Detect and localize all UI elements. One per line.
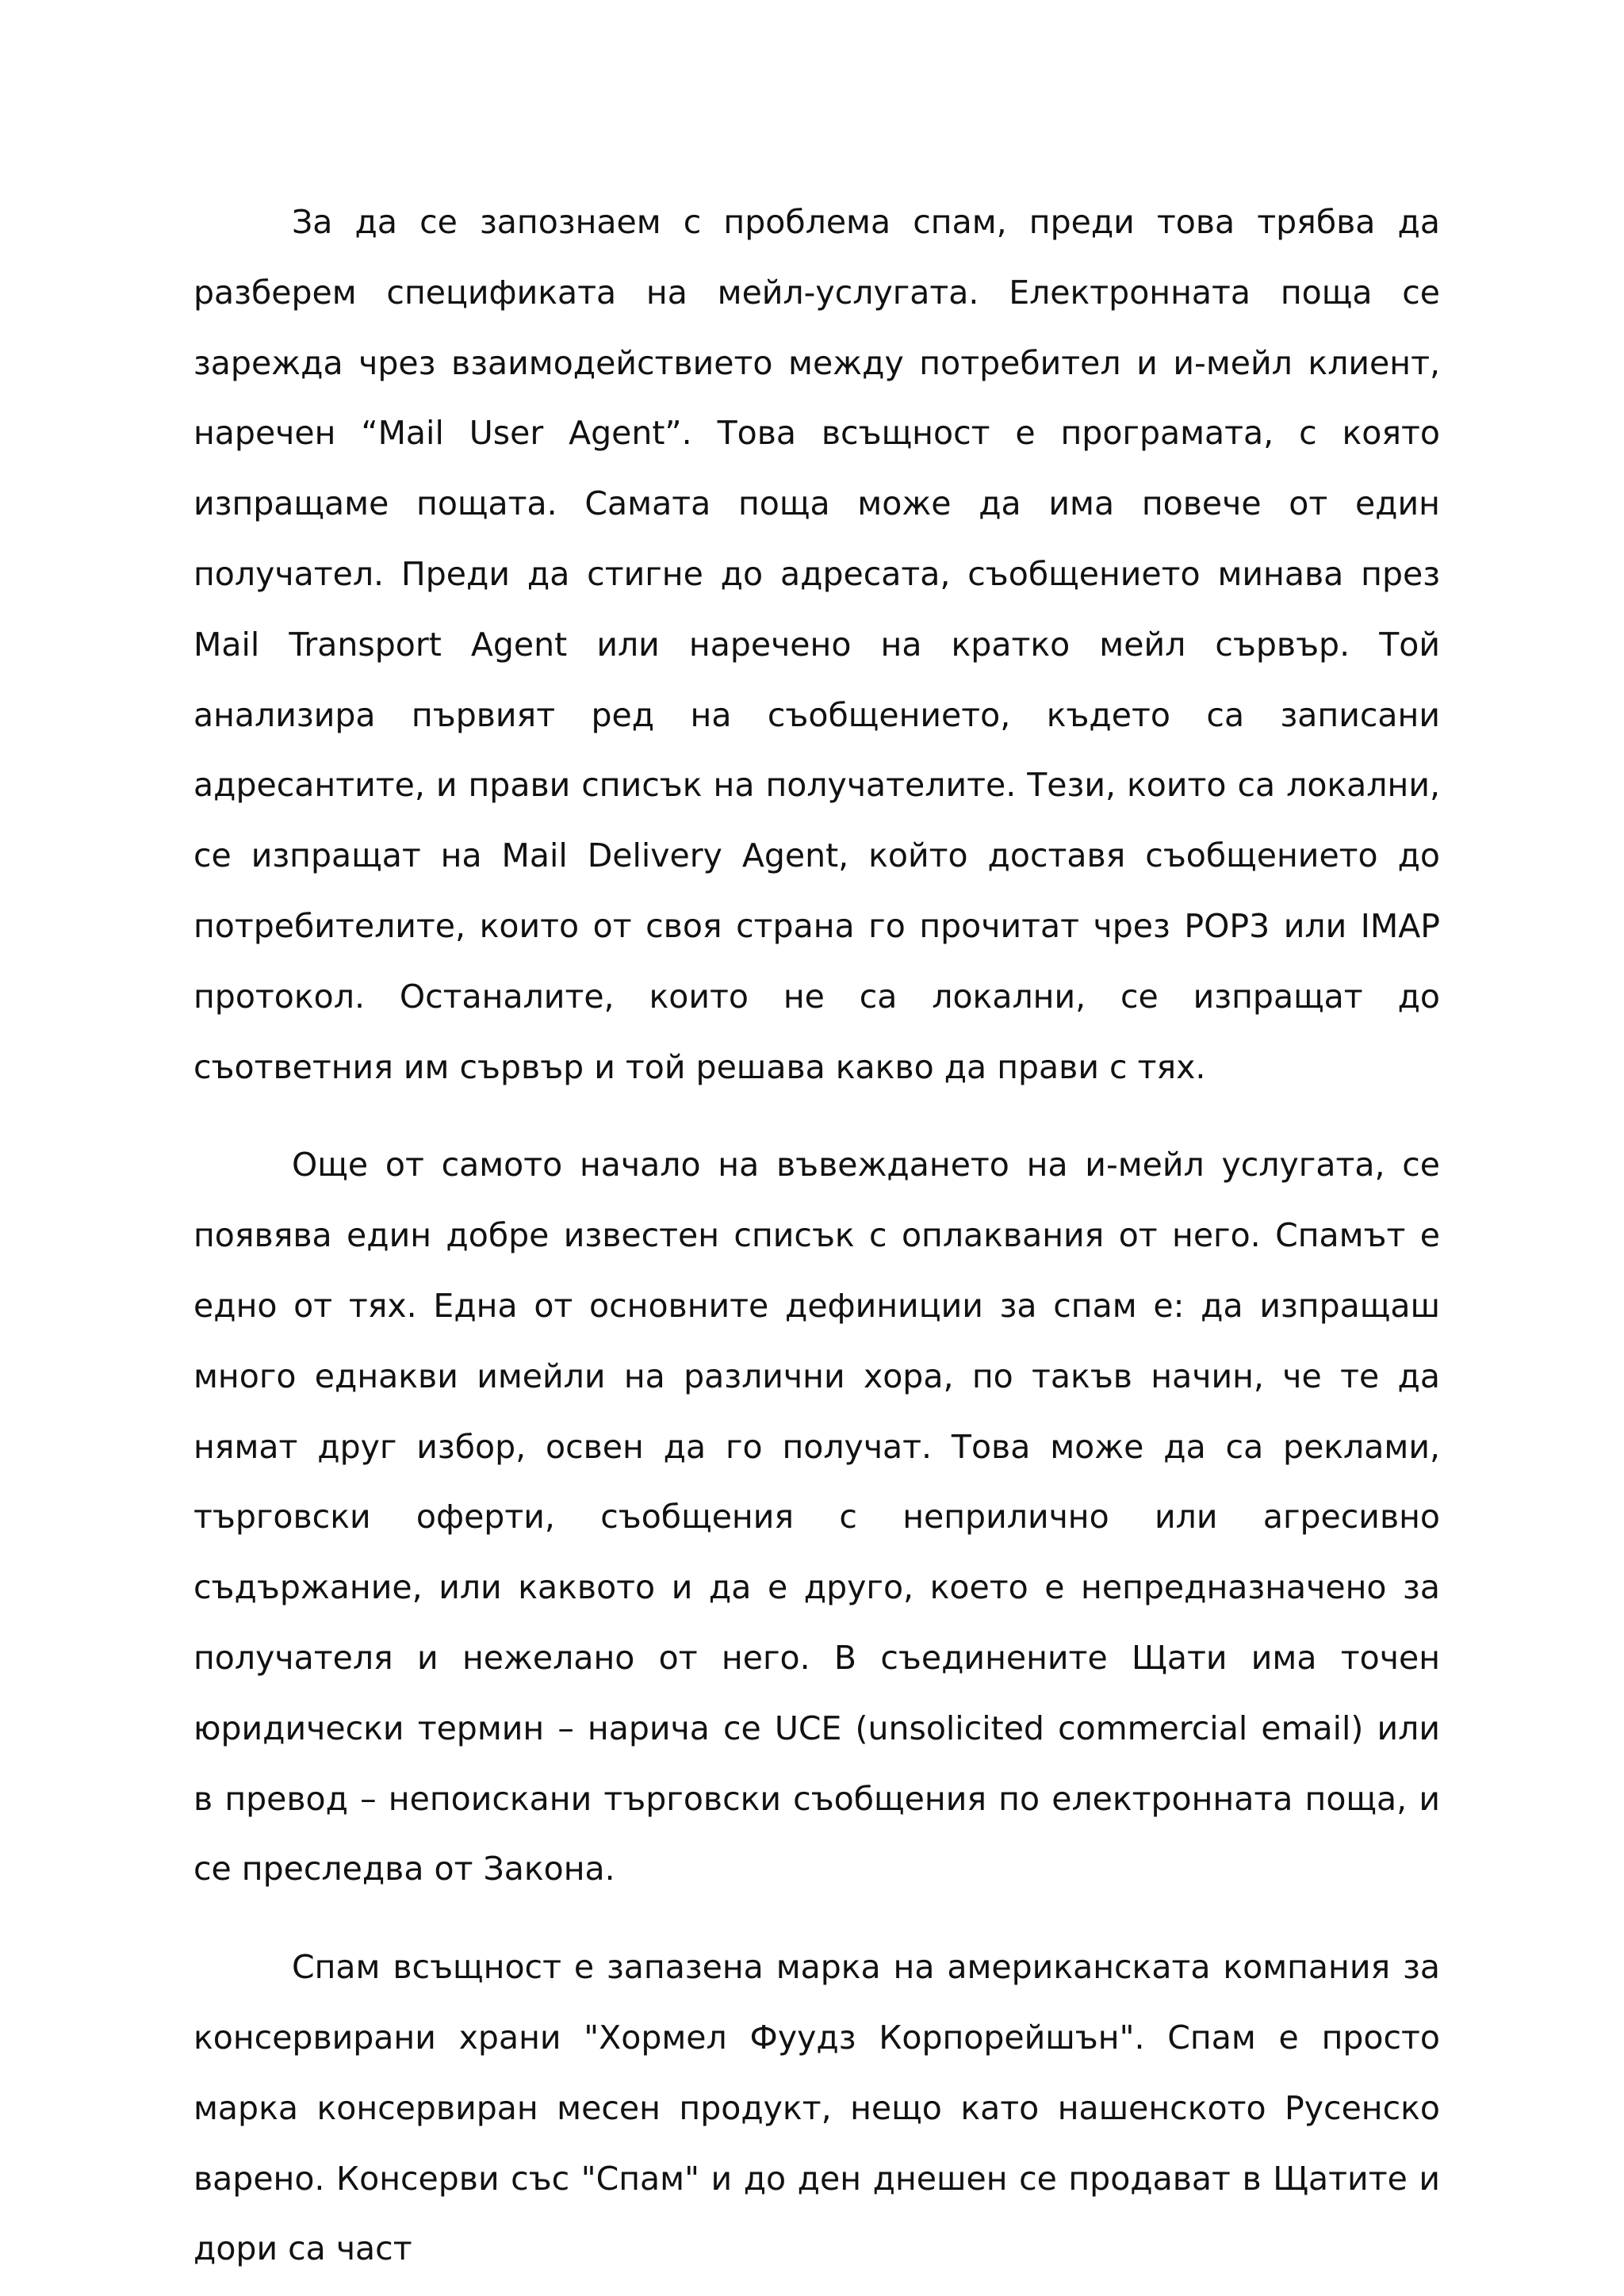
paragraph-3: Спам всъщност е запазена марка на американската компания за консервирани храни "Хормел Фуудз Корпорейшън". Спам е просто марка консервиран месен продукт, нещо като нашенското Русенско варено. Консерви със "Спам" и до ден днешен се продават в Щатите и дори са част [193, 1948, 1440, 2268]
document-body [193, 187, 1440, 2284]
paragraph-1: За да се запознаем с проблема спам, преди това трябва да разберем спецификата на мейл-услугата. Електронната поща се зарежда чрез взаимодействието между потребител и и-мейл клиент, наречен “Mail User Agent”. Това всъщност е програмата, с която изпращаме пощата. Самата поща може да има повече от един получател. Преди да стигне до адресата, съобщението минава през Mail Transport Agent или наречено на кратко мейл сървър. Той анализира първият ред на съобщението, където са записани адресантите, и прави списък на получателите. Тези, които са локални, се изпращат на Mail Delivery Agent, който доставя съобщението до потребителите, които от своя страна го прочитат чрез POP3 или IMAP протокол. Останалите, които не са локални, се изпращат до съответния им сървър и той решава какво да прави с тях. [193, 203, 1440, 1086]
paragraph-2: Още от самото начало на въвеждането на и-мейл услугата, се появява един добре известен списък с оплаквания от него. Спамът е едно от тях. Една от основните дефиниции за спам е: да изпращаш много еднакви имейли на различни хора, по такъв начин, че те да нямат друг избор, освен да го получат. Това може да са реклами, търговски оферти, съобщения с неприлично или агресивно съдържание, или каквото и да е друго, което е непредназначено за получателя и нежелано от него. В съединените Щати има точен юридически термин – нарича се UCE (unsolicited commercial email) или в превод – непоискани търговски съобщения по електронната поща, и се преследва от Закона. [193, 1146, 1440, 1888]
